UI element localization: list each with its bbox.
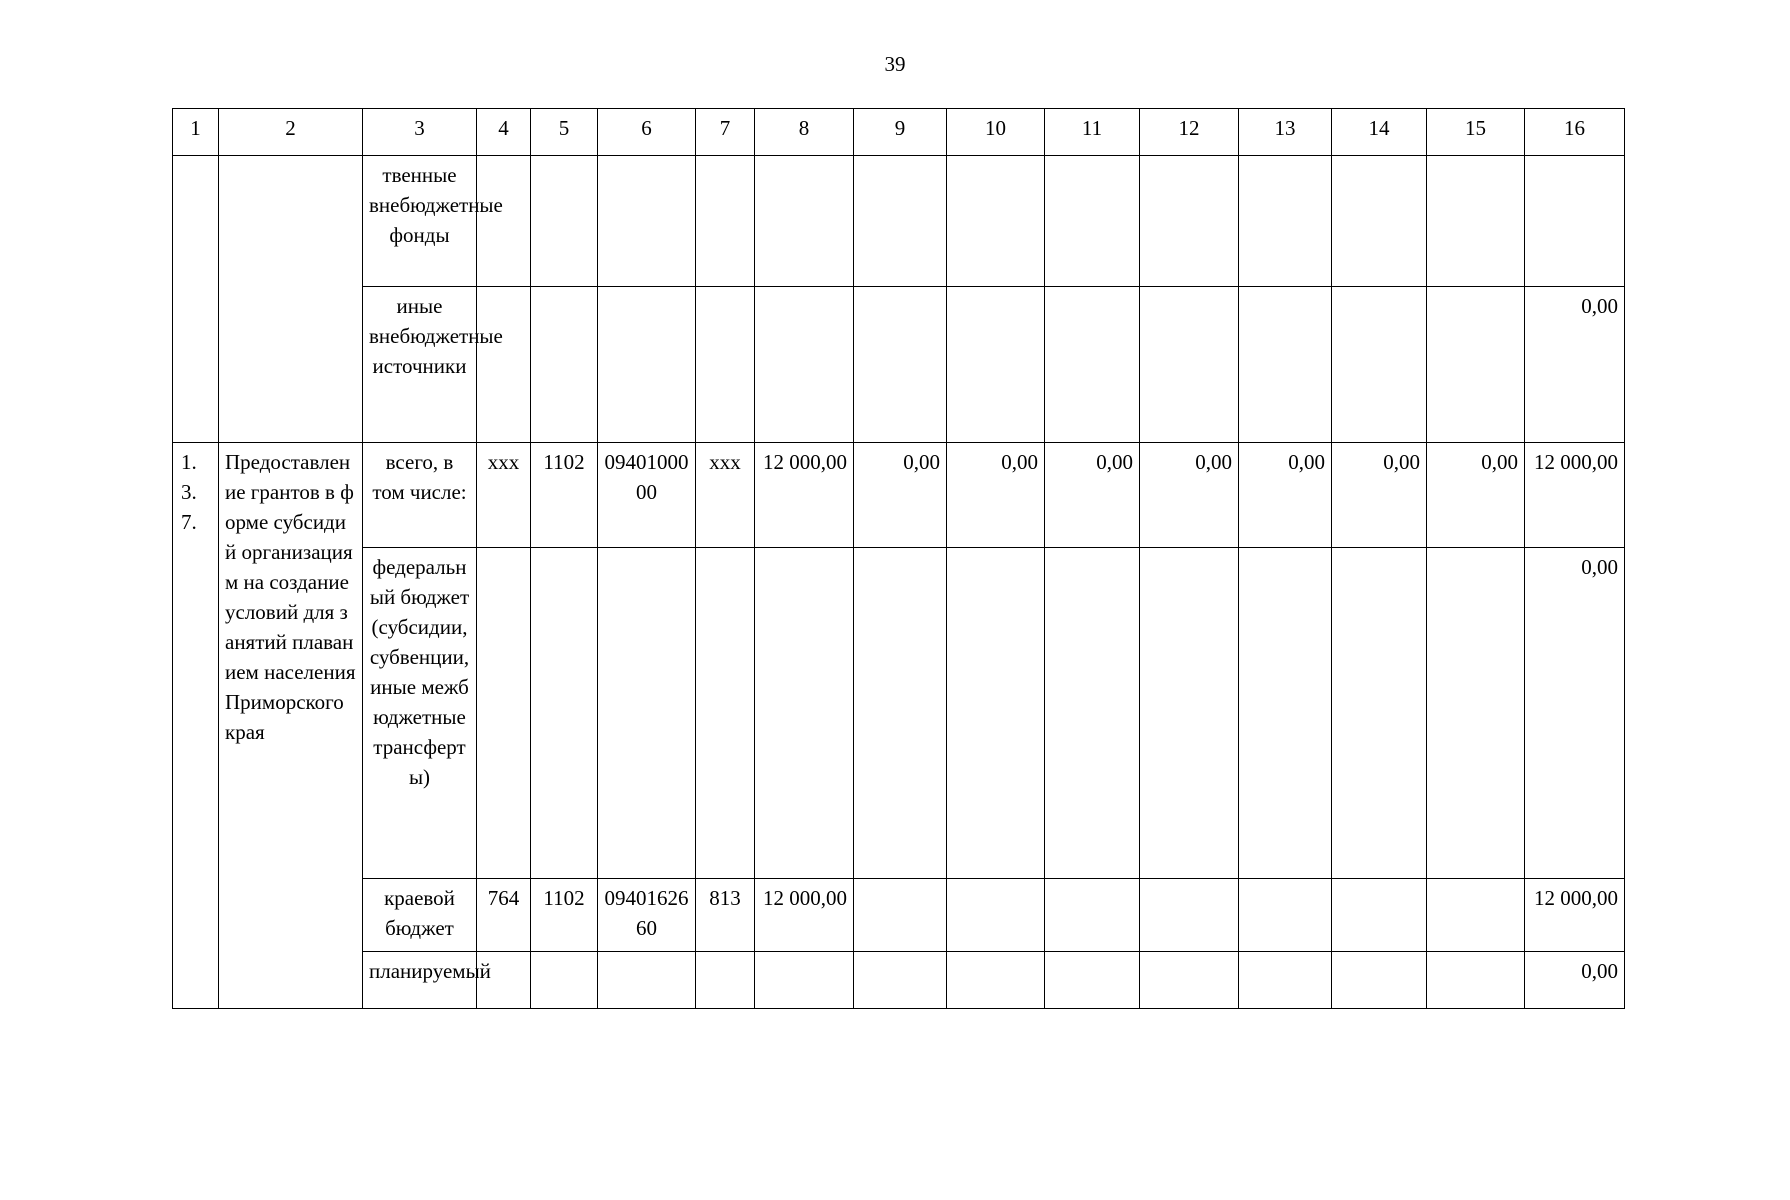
cell-source: всего, в том числе: <box>363 443 477 548</box>
cell-col5: 1102 <box>531 443 598 548</box>
header-row <box>173 109 1625 156</box>
header-cell: 11 <box>1045 109 1140 156</box>
cell-col15: 0,00 <box>1427 443 1525 548</box>
cell-col16: 12 000,00 <box>1525 443 1625 548</box>
table-row <box>173 548 1625 879</box>
cell-name: Предоставление грантов в форме субсидий организациям на создание условий для занятий плаванием населения Приморского края <box>219 443 363 1009</box>
header-cell: 3 <box>363 109 477 156</box>
page-number: 39 <box>884 52 906 76</box>
cell-col6: 0940100000 <box>598 443 696 548</box>
header-cell: 1 <box>173 109 219 156</box>
header-cell: 8 <box>755 109 854 156</box>
cell-col8: 12 000,00 <box>755 443 854 548</box>
cell-source: федеральный бюджет (субсидии, субвенции, иные межбюджетные трансферты) <box>363 548 477 879</box>
cell-col16 <box>1525 156 1625 287</box>
cell-col12: 0,00 <box>1140 443 1239 548</box>
header-cell: 9 <box>854 109 947 156</box>
header-cell: 6 <box>598 109 696 156</box>
cell-col8: 12 000,00 <box>755 879 854 952</box>
header-cell: 16 <box>1525 109 1625 156</box>
cell-col4: 764 <box>477 879 531 952</box>
cell-col16: 0,00 <box>1525 548 1625 879</box>
cell-source: твенные внебюджетные фонды <box>363 156 477 287</box>
cell-col7: 813 <box>696 879 755 952</box>
header-cell: 14 <box>1332 109 1427 156</box>
cell-col11: 0,00 <box>1045 443 1140 548</box>
table-row <box>173 879 1625 952</box>
cell-source: иные внебюджетные источники <box>363 287 477 443</box>
budget-table <box>172 108 1625 1009</box>
header-cell: 7 <box>696 109 755 156</box>
cell-col9: 0,00 <box>854 443 947 548</box>
cell-col16: 0,00 <box>1525 952 1625 1009</box>
table-row <box>173 287 1625 443</box>
cell-col4: xxx <box>477 443 531 548</box>
cell-col13: 0,00 <box>1239 443 1332 548</box>
cell-col5: 1102 <box>531 879 598 952</box>
header-cell: 13 <box>1239 109 1332 156</box>
header-cell: 4 <box>477 109 531 156</box>
cell-col10: 0,00 <box>947 443 1045 548</box>
cell-number: 1.3.7. <box>173 443 219 1009</box>
cell-col6: 0940162660 <box>598 879 696 952</box>
cell-col16: 0,00 <box>1525 287 1625 443</box>
header-cell: 2 <box>219 109 363 156</box>
cell-number <box>173 156 219 443</box>
cell-col7: xxx <box>696 443 755 548</box>
cell-col16: 12 000,00 <box>1525 879 1625 952</box>
cell-col14: 0,00 <box>1332 443 1427 548</box>
cell-name <box>219 156 363 443</box>
header-cell: 5 <box>531 109 598 156</box>
table-row <box>173 952 1625 1009</box>
table-row <box>173 443 1625 548</box>
header-cell: 12 <box>1140 109 1239 156</box>
header-cell: 15 <box>1427 109 1525 156</box>
cell-source: краевой бюджет <box>363 879 477 952</box>
cell-source: планируемый <box>363 952 477 1009</box>
header-cell: 10 <box>947 109 1045 156</box>
table-row <box>173 156 1625 287</box>
